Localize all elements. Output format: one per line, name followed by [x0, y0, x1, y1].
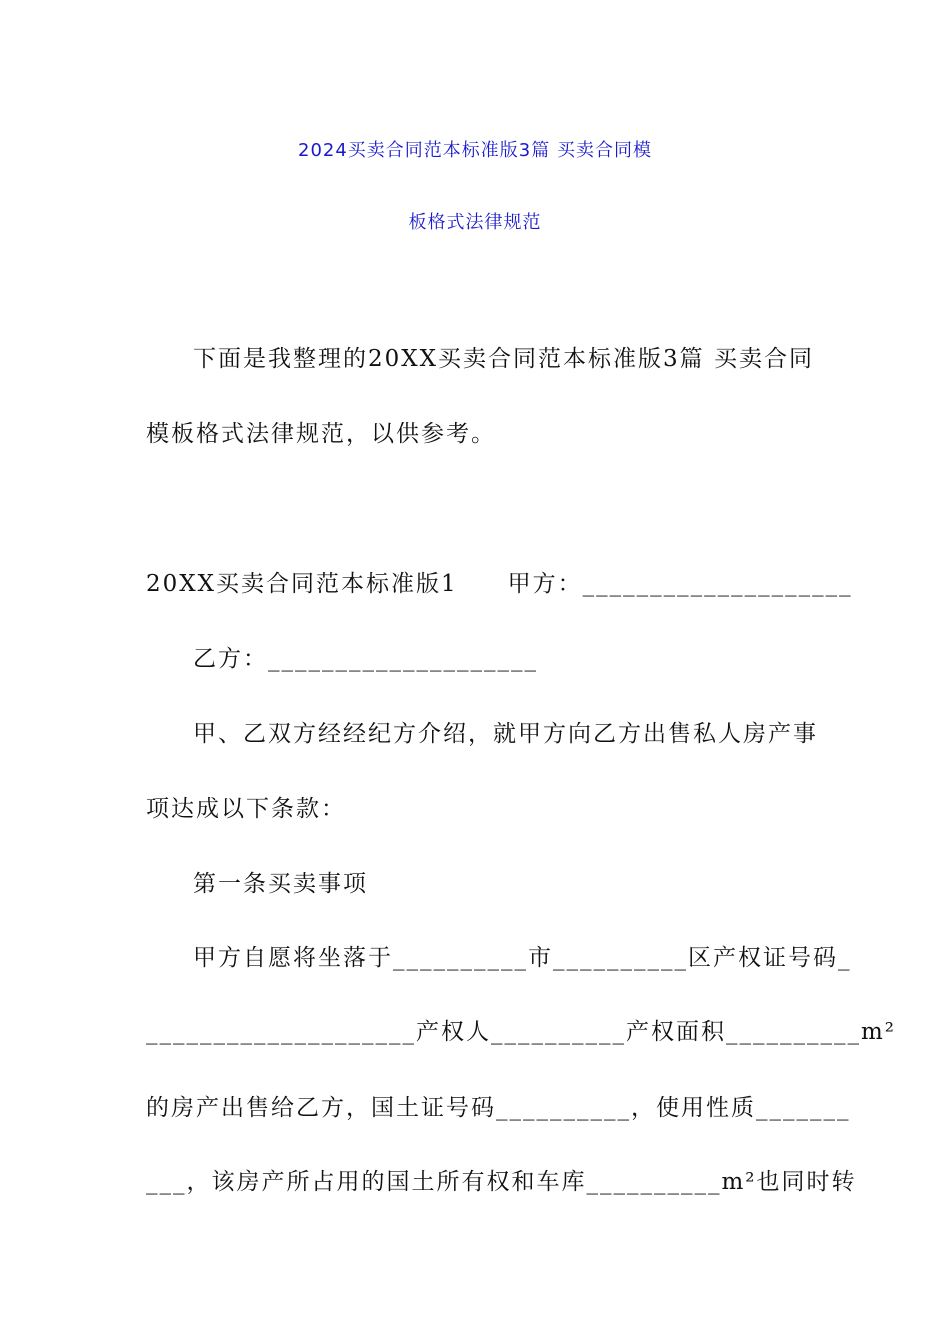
intro-paragraph-line-2: 模板格式法律规范，以供参考。: [146, 421, 496, 447]
document-title-line-1: 2024买卖合同范本标准版3篇 买卖合同模: [298, 140, 652, 161]
article-one-heading: 第一条买卖事项: [193, 871, 368, 897]
document-title-line-2: 板格式法律规范: [408, 212, 542, 233]
article-one-line-1: 甲方自愿将坐落于__________市__________区产权证号码_: [193, 945, 852, 971]
article-one-line-3: 的房产出售给乙方，国土证号码__________，使用性质_______: [146, 1095, 851, 1121]
article-one-line-2: ____________________产权人__________产权面积__________m²: [146, 1019, 897, 1045]
article-one-line-4: ___，该房产所占用的国土所有权和车库__________m²也同时转: [146, 1169, 857, 1195]
agreement-paragraph-line-1: 甲、乙双方经经纪方介绍，就甲方向乙方出售私人房产事: [193, 721, 818, 747]
party-b-line: 乙方：____________________: [193, 646, 538, 672]
agreement-paragraph-line-2: 项达成以下条款：: [146, 796, 346, 822]
intro-paragraph-line-1: 下面是我整理的20XX买卖合同范本标准版3篇 买卖合同: [193, 346, 814, 372]
contract-heading-party-a: 20XX买卖合同范本标准版1 甲方：____________________: [146, 571, 853, 597]
